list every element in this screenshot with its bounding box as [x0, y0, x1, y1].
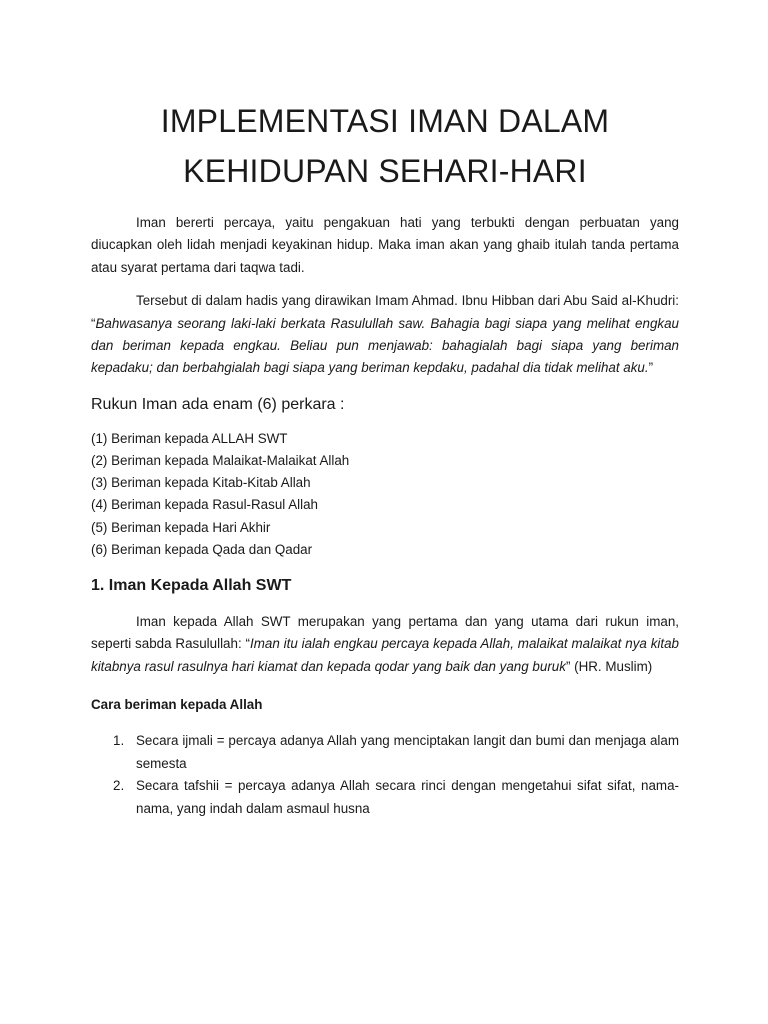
ways-list — [91, 730, 679, 820]
ways-item-text: Secara ijmali = percaya adanya Allah yang menciptakan langit dan bumi dan menjaga alam semesta — [136, 733, 679, 771]
title-line-2: KEHIDUPAN SEHARI-HARI — [183, 153, 587, 189]
pillars-list — [91, 428, 679, 561]
paragraph-hadith — [91, 290, 679, 380]
cara-heading: Cara beriman kepada Allah — [91, 697, 263, 713]
pillar-item: (4) Beriman kepada Rasul-Rasul Allah — [91, 497, 319, 513]
ways-item — [91, 730, 679, 775]
document-title — [91, 96, 679, 196]
document-body — [91, 96, 679, 820]
iman-allah-tail: ” (HR. Muslim) — [565, 658, 653, 674]
hadith-tail: ” — [648, 360, 654, 376]
hadith-quote: Bahwasanya seorang laki-laki berkata Rasulullah saw. Bahagia bagi siapa yang melihat engkau dan beriman kepada engkau. Beliau pun menjawab: bahagialah bagi siapa yang beriman kepadaku; dan berbahgialah bagi siapa yang beriman kepdaku, padahal dia tidak melihat aku. — [91, 315, 679, 376]
section-heading: 1. Iman Kepada Allah SWT — [91, 577, 292, 595]
ways-item-text: Secara tafshii = percaya adanya Allah secara rinci dengan mengetahui sifat sifat, nama-nama, yang indah dalam asmaul husna — [136, 778, 679, 816]
iman-allah-lead: Iman kepada Allah SWT merupakan yang pertama dan yang utama dari rukun iman, seperti sabda Rasulullah: “ — [91, 614, 679, 652]
pillar-item: (6) Beriman kepada Qada dan Qadar — [91, 541, 313, 557]
iman-allah-quote: Iman itu ialah engkau percaya kepada Allah, malaikat malaikat nya kitab kitabnya rasul rasulnya hari kiamat dan kepada qodar yang baik dan yang buruk — [91, 636, 679, 674]
ways-item — [91, 775, 679, 820]
title-line-1: IMPLEMENTASI IMAN DALAM — [160, 103, 610, 139]
ways-item-number: 1. — [113, 733, 125, 749]
pillar-item: (1) Beriman kepada ALLAH SWT — [91, 430, 288, 446]
hadith-lead: Tersebut di dalam hadis yang dirawikan Imam Ahmad. Ibnu Hibban dari Abu Said al-Khudri: “ — [91, 293, 679, 331]
ways-item-number: 2. — [113, 778, 125, 794]
rukun-heading: Rukun Iman ada enam (6) perkara : — [91, 395, 345, 413]
pillar-item: (2) Beriman kepada Malaikat-Malaikat Allah — [91, 453, 350, 469]
pillar-item: (3) Beriman kepada Kitab-Kitab Allah — [91, 475, 311, 491]
paragraph-definition: Iman bererti percaya, yaitu pengakuan hati yang terbukti dengan perbuatan yang diucapkan oleh lidah menjadi keyakinan hidup. Maka iman akan yang ghaib itulah tanda pertama atau syarat pertama dari taqwa tadi. — [91, 215, 679, 275]
pillar-item: (5) Beriman kepada Hari Akhir — [91, 519, 271, 535]
paragraph-iman-allah — [91, 611, 679, 678]
